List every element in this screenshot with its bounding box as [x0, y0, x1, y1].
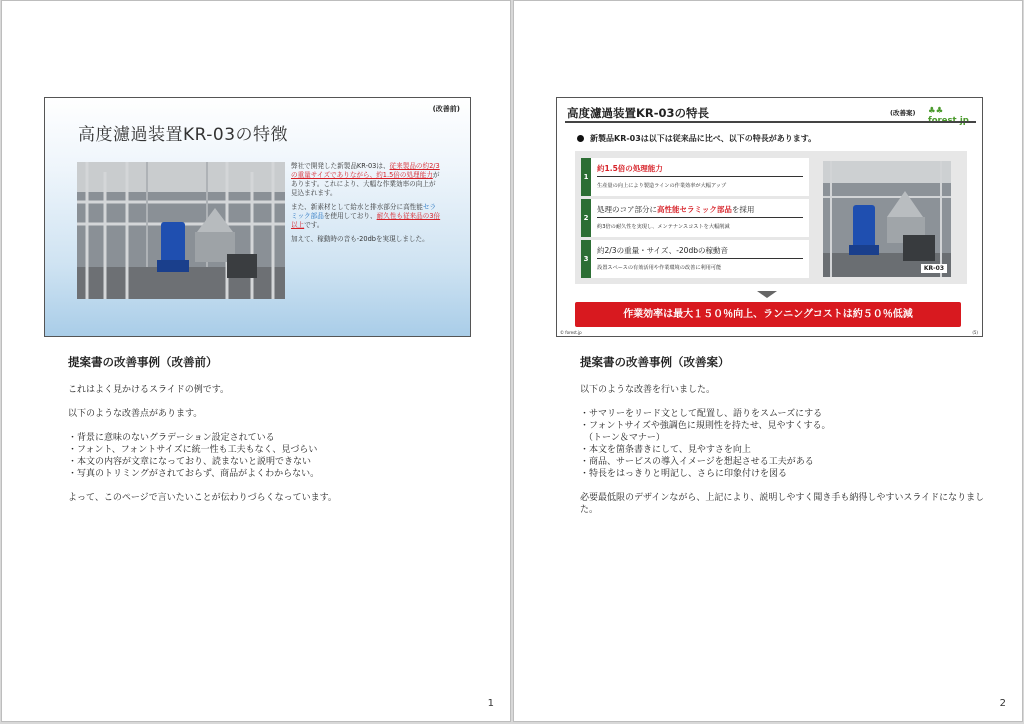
- para2-blue: セラミック部品: [291, 203, 437, 220]
- list-item: ・本文を箇条書きにして、見やすさを向上: [580, 445, 751, 455]
- feature-desc: 約3倍の耐久性を実現し、メンテナンスコストを大幅削減: [597, 224, 730, 230]
- page-number: 2: [999, 698, 1006, 709]
- notes-points-intro: 以下のような改善点があります。: [68, 409, 203, 419]
- para2-tail: です。: [304, 221, 324, 229]
- para2-text: また、新素材として給水と排水部分に高性能: [291, 203, 423, 211]
- list-item: ・商品、サービスの導入イメージを想起させる工夫がある: [580, 457, 814, 467]
- notes-heading: 提案書の改善事例（改善前）: [68, 355, 218, 369]
- para2-highlight: 耐久性も従来品の3倍以上: [291, 212, 441, 229]
- feature-number: 2: [581, 199, 591, 237]
- para3-text: 加えて、稼動時の音も-20dbを実現しました。: [291, 235, 429, 243]
- lead-text: [577, 133, 816, 144]
- arrow-down-icon: [757, 291, 777, 298]
- feature-title: 約2/3の重量・サイズ、-20dbの稼動音: [597, 246, 728, 255]
- feature-desc: 生産量の向上により製造ラインの作業効率が大幅アップ: [597, 183, 727, 189]
- feature-desc: 設置スペースの有効活用や作業環境の改善に利用可能: [597, 265, 722, 271]
- list-item: （トーン＆マナー）: [584, 433, 665, 443]
- notes-heading: 提案書の改善事例（改善案）: [580, 355, 730, 369]
- tree-icon: ♣♣: [928, 106, 944, 116]
- list-item: ・サマリーをリード文として配置し、語りをスムーズにする: [580, 409, 823, 419]
- forest-logo: [928, 106, 982, 126]
- features-panel: [575, 151, 967, 284]
- feature-divider: [597, 176, 803, 177]
- feature-divider: [597, 258, 803, 259]
- feature-item-3: [581, 240, 809, 278]
- lead-label: 新製品KR-03は以下は従来品に比べ、以下の特長があります。: [590, 134, 817, 143]
- title-divider: [565, 121, 976, 123]
- list-item: ・フォント、フォントサイズに統一性も工夫もなく、見づらい: [68, 445, 318, 455]
- notes-points: [580, 408, 1000, 480]
- page-number: 1: [487, 698, 494, 709]
- notes-conclusion: よって、このページで言いたいことが伝わりづらくなっています。: [68, 493, 337, 503]
- notes-points: [68, 432, 488, 480]
- notes-before: [68, 356, 488, 516]
- slide-title: 高度濾過装置KR-03の特徴: [78, 125, 289, 145]
- document-page-1: [1, 0, 511, 722]
- slide-body-text: [291, 162, 441, 249]
- product-photo: [823, 161, 951, 277]
- slide-tag: (改善前): [432, 105, 460, 113]
- notes-conclusion: 必要最低限のデザインながら、上記により、説明しやすく聞き手も納得しやすいスライドになりました。: [580, 493, 985, 515]
- slide-title: 高度濾過装置KR-03の特長: [567, 106, 710, 120]
- list-item: ・写真のトリミングがされておらず、商品がよくわからない。: [68, 469, 320, 479]
- factory-photo: [77, 162, 285, 299]
- list-item: ・本文の内容が文章になっており、読まないと説明できない: [68, 457, 312, 467]
- summary-banner: 作業効率は最大１５０％向上、ランニングコストは約５０％低減: [575, 302, 961, 327]
- feature-item-1: [581, 158, 809, 196]
- list-item: ・フォントサイズや強調色に規則性を持たせ、見やすくする。: [580, 421, 831, 431]
- notes-improved: [580, 356, 1000, 528]
- photo-label: KR-03: [921, 264, 947, 273]
- notes-intro: 以下のような改善を行いました。: [580, 385, 716, 395]
- feature-title: 約1.5倍の処理能力: [597, 164, 663, 173]
- slide-copyright: © forest.jp: [560, 330, 582, 335]
- para2-mid: を使用しており、: [323, 212, 377, 220]
- list-item: ・背景に意味のないグラデーション設定されている: [68, 433, 275, 443]
- document-page-2: [513, 0, 1023, 722]
- feature-item-2: [581, 199, 809, 237]
- feature-title: 処理のコア部分に高性能セラミック部品を採用: [597, 205, 755, 214]
- slide-page-number: (5): [972, 330, 978, 335]
- para1-text: 弊社で開発した新製品KR-03は、: [291, 162, 390, 170]
- list-item: ・特長をはっきりと明記し、さらに印象付けを図る: [580, 469, 788, 479]
- slide-improved: [556, 97, 983, 337]
- feature-number: 3: [581, 240, 591, 278]
- bullet-icon: [577, 135, 584, 142]
- slide-before: [44, 97, 471, 337]
- para1-highlight: 従来製品の約2/3の重量サイズでありながら、約1.5倍の処理能力: [291, 162, 440, 179]
- feature-number: 1: [581, 158, 591, 196]
- slide-tag: (改善案): [890, 109, 916, 117]
- feature-divider: [597, 217, 803, 218]
- para1-tail: があります。これにより、大幅な作業効率の向上が見込まれます。: [291, 171, 440, 197]
- notes-intro: これはよく見かけるスライドの例です。: [68, 385, 230, 395]
